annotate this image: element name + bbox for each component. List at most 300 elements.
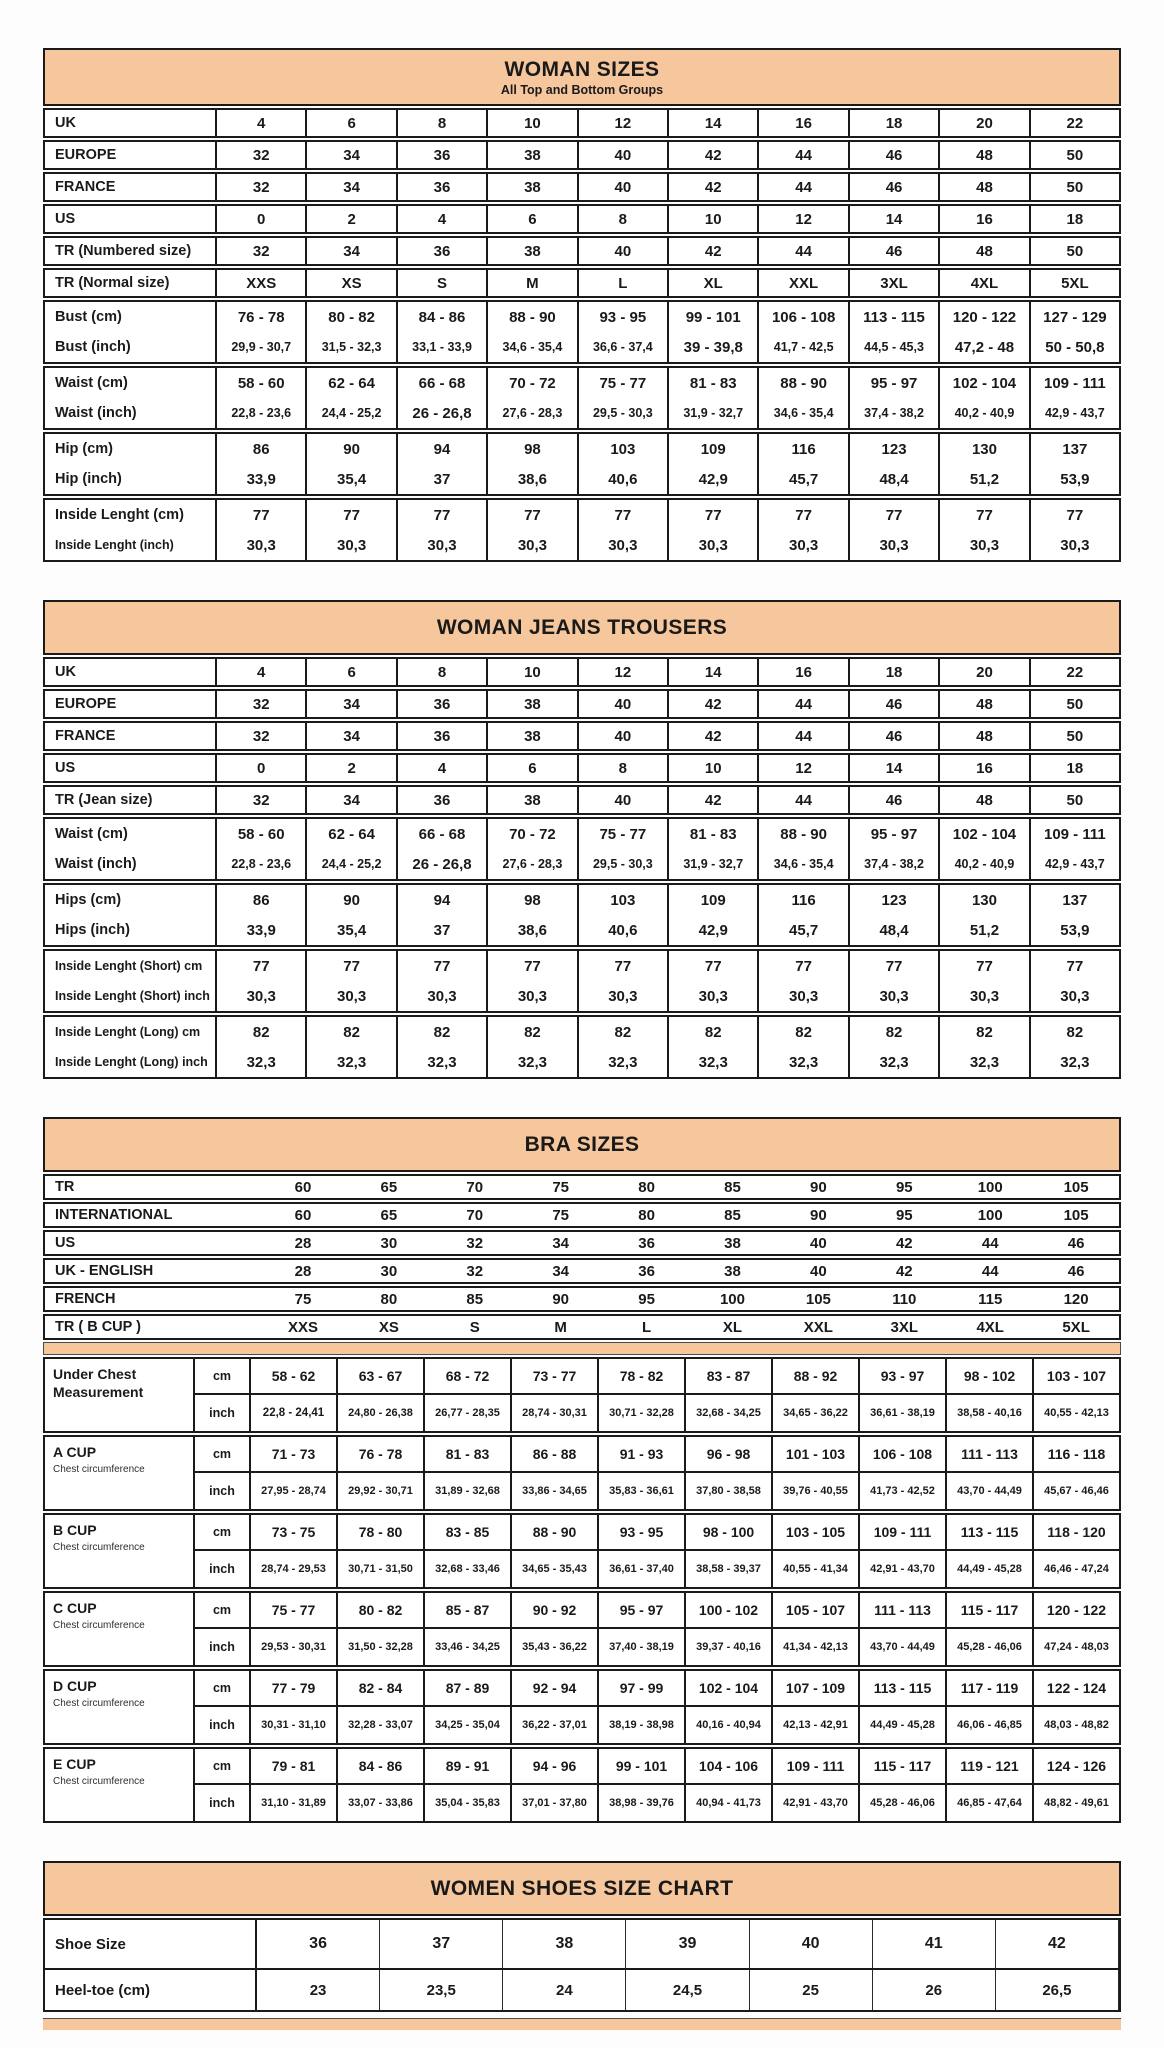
value-cell: 75 bbox=[294, 1290, 312, 1308]
value-cell: 85 bbox=[724, 1206, 741, 1224]
value-cell: 22,8 - 23,6 bbox=[217, 849, 307, 879]
value-cell: 34,6 - 35,4 bbox=[759, 398, 849, 428]
row-label: Bust (cm) bbox=[45, 302, 217, 332]
value-cell: 4XL bbox=[940, 270, 1030, 296]
cup-name: A CUP bbox=[53, 1444, 97, 1460]
value-cell: 26 - 26,8 bbox=[398, 398, 488, 428]
table-row bbox=[195, 1359, 1119, 1395]
value-cell: 88 - 90 bbox=[759, 819, 849, 849]
cup-row-group bbox=[43, 1591, 1121, 1667]
value-cell: 38,58 - 39,37 bbox=[686, 1551, 773, 1587]
value-cell: 22,8 - 23,6 bbox=[217, 398, 307, 428]
value-cell: 95 bbox=[895, 1206, 913, 1224]
value-cell: 123 bbox=[850, 434, 940, 464]
value-cell: 98 bbox=[488, 434, 578, 464]
value-cell: 14 bbox=[850, 206, 940, 232]
value-cell: 34 bbox=[307, 691, 397, 717]
row-group bbox=[43, 883, 1121, 947]
value-cell: 42,91 - 43,70 bbox=[773, 1785, 860, 1821]
value-cell: 110 bbox=[892, 1290, 917, 1308]
value-cell: 137 bbox=[1062, 440, 1088, 458]
value-cell: 34 bbox=[307, 787, 397, 813]
value-cell: 34 bbox=[307, 142, 397, 168]
value-cell: 42 bbox=[669, 174, 759, 200]
value-cell: 26,5 bbox=[996, 1970, 1119, 2010]
value-cell: 22 bbox=[1066, 114, 1084, 132]
value-cell: 40 bbox=[579, 691, 669, 717]
value-cell: 105 bbox=[1063, 1178, 1089, 1196]
value-cell: 32 bbox=[217, 787, 307, 813]
value-cell: 0 bbox=[217, 755, 307, 781]
value-cell: 77 bbox=[1066, 506, 1084, 524]
table-row bbox=[195, 1785, 1119, 1821]
value-cell: 12 bbox=[759, 755, 849, 781]
value-cell: 99 - 101 bbox=[599, 1749, 686, 1783]
value-cell: 16 bbox=[759, 110, 849, 136]
unit-label: cm bbox=[195, 1515, 251, 1549]
table-row bbox=[45, 1968, 1119, 2010]
value-cell: 77 bbox=[488, 951, 578, 981]
value-cell: 122 - 124 bbox=[1046, 1680, 1107, 1696]
value-cell: 37 bbox=[380, 1920, 503, 1968]
value-cell: 130 bbox=[940, 434, 1030, 464]
value-cell: 3XL bbox=[850, 270, 940, 296]
value-cell: 84 - 86 bbox=[398, 302, 488, 332]
row-group bbox=[43, 1015, 1121, 1079]
table-row bbox=[45, 723, 1119, 749]
value-cell: 116 bbox=[759, 885, 849, 915]
unit-label: cm bbox=[195, 1671, 251, 1705]
value-cell: 29,5 - 30,3 bbox=[579, 849, 669, 879]
value-cell: 31,10 - 31,89 bbox=[251, 1785, 338, 1821]
table-row bbox=[45, 500, 1119, 530]
value-cell: 32 bbox=[217, 238, 307, 264]
value-cell: 77 bbox=[307, 500, 397, 530]
cup-label bbox=[45, 1749, 195, 1821]
value-cell: 44 bbox=[981, 1262, 999, 1280]
value-cell: 42,13 - 42,91 bbox=[773, 1707, 860, 1743]
row-group bbox=[43, 753, 1121, 783]
value-cell: 46,46 - 47,24 bbox=[1044, 1563, 1109, 1575]
value-cell: 47,24 - 48,03 bbox=[1044, 1641, 1109, 1653]
row-label: Inside Lenght (cm) bbox=[45, 500, 217, 530]
value-cell: 80 bbox=[638, 1206, 655, 1224]
value-cell: 46 bbox=[1067, 1234, 1085, 1252]
value-cell: 28 bbox=[294, 1262, 312, 1280]
value-cell: 44 bbox=[759, 723, 849, 749]
value-cell: 88 - 90 bbox=[488, 302, 578, 332]
value-cell: 48 bbox=[940, 142, 1030, 168]
table-row bbox=[45, 691, 1119, 717]
value-cell: 92 - 94 bbox=[512, 1671, 599, 1705]
table-row bbox=[195, 1749, 1119, 1785]
value-cell: 32,3 bbox=[307, 1047, 397, 1077]
value-cell: 36 bbox=[638, 1234, 655, 1252]
value-cell: 38,6 bbox=[488, 915, 578, 945]
women-shoes-size-chart-header bbox=[43, 1861, 1121, 1916]
value-cell: 65 bbox=[380, 1178, 398, 1196]
row-label: US bbox=[55, 1235, 76, 1251]
table-row bbox=[43, 1314, 1121, 1340]
table-row bbox=[45, 368, 1119, 398]
cup-label bbox=[45, 1671, 195, 1743]
value-cell: 46 bbox=[850, 142, 940, 168]
value-cell: 4 bbox=[217, 659, 307, 685]
value-cell: 32,3 bbox=[488, 1047, 578, 1077]
value-cell: 14 bbox=[850, 755, 940, 781]
value-cell: 8 bbox=[579, 206, 669, 232]
value-cell: 65 bbox=[380, 1206, 398, 1224]
value-cell: 100 bbox=[977, 1206, 1003, 1224]
value-cell: 82 bbox=[579, 1017, 669, 1047]
value-cell: 30,3 bbox=[940, 530, 1030, 560]
value-cell: 31,50 - 32,28 bbox=[338, 1629, 425, 1665]
value-cell: 34 bbox=[552, 1234, 570, 1252]
row-label: Inside Lenght (inch) bbox=[45, 530, 217, 560]
value-cell: 90 bbox=[307, 434, 397, 464]
value-cell: 80 - 82 bbox=[307, 302, 397, 332]
value-cell: 80 - 82 bbox=[338, 1593, 425, 1627]
value-cell: 50 bbox=[1066, 146, 1084, 164]
value-cell: 30,3 bbox=[1060, 987, 1090, 1005]
value-cell: 63 - 67 bbox=[338, 1359, 425, 1393]
value-cell: 38 bbox=[488, 691, 578, 717]
size-chart-page bbox=[43, 0, 1121, 2030]
value-cell: 30,3 bbox=[217, 981, 307, 1011]
value-cell: 58 - 60 bbox=[217, 368, 307, 398]
value-cell: 34,25 - 35,04 bbox=[425, 1707, 512, 1743]
row-label: Hips (inch) bbox=[45, 915, 217, 945]
value-cell: 95 bbox=[895, 1178, 913, 1196]
value-cell: 41,34 - 42,13 bbox=[773, 1629, 860, 1665]
value-cell: 42 bbox=[669, 142, 759, 168]
value-cell: 30,3 bbox=[217, 530, 307, 560]
value-cell: 58 - 60 bbox=[217, 819, 307, 849]
value-cell: 48,4 bbox=[850, 915, 940, 945]
unit-label: inch bbox=[195, 1551, 251, 1587]
value-cell: 50 bbox=[1066, 695, 1084, 713]
value-cell: 98 bbox=[488, 885, 578, 915]
value-cell: 50 bbox=[1066, 178, 1084, 196]
value-cell: 22,8 - 24,41 bbox=[251, 1395, 338, 1431]
value-cell: 36 bbox=[398, 142, 488, 168]
row-label: US bbox=[45, 755, 217, 781]
value-cell: 45,67 - 46,46 bbox=[1044, 1485, 1109, 1497]
value-cell: 32,28 - 33,07 bbox=[338, 1707, 425, 1743]
table-row bbox=[45, 885, 1119, 915]
value-cell: 100 - 102 bbox=[686, 1593, 773, 1627]
value-cell: 4 bbox=[217, 110, 307, 136]
value-cell: XS bbox=[378, 1318, 399, 1336]
value-cell: 53,9 bbox=[1060, 921, 1090, 939]
value-cell: 6 bbox=[488, 206, 578, 232]
value-cell: 32,3 bbox=[940, 1047, 1030, 1077]
value-cell: 30,3 bbox=[669, 981, 759, 1011]
value-cell: XXS bbox=[287, 1318, 318, 1336]
table-row bbox=[45, 530, 1119, 560]
table-row bbox=[45, 398, 1119, 428]
value-cell: 34,6 - 35,4 bbox=[488, 332, 578, 362]
value-cell: 12 bbox=[759, 206, 849, 232]
value-cell: 95 - 97 bbox=[850, 819, 940, 849]
table-row bbox=[195, 1437, 1119, 1473]
value-cell: 36,22 - 37,01 bbox=[512, 1707, 599, 1743]
value-cell: 91 - 93 bbox=[599, 1437, 686, 1471]
value-cell: 127 - 129 bbox=[1043, 308, 1107, 326]
value-cell: 10 bbox=[669, 206, 759, 232]
value-cell: 42,9 - 43,7 bbox=[1044, 857, 1105, 871]
value-cell: 34 bbox=[552, 1262, 570, 1280]
value-cell: 103 bbox=[579, 434, 669, 464]
value-cell: 44 bbox=[759, 142, 849, 168]
value-cell: 115 - 117 bbox=[860, 1749, 947, 1783]
value-cell: 4 bbox=[398, 206, 488, 232]
value-cell: 30,3 bbox=[669, 530, 759, 560]
value-cell: 73 - 75 bbox=[251, 1515, 338, 1549]
value-cell: 2 bbox=[307, 755, 397, 781]
value-cell: 44,49 - 45,28 bbox=[860, 1707, 947, 1743]
table-row bbox=[45, 434, 1119, 464]
row-group bbox=[43, 689, 1121, 719]
table-row bbox=[43, 1258, 1121, 1284]
value-cell: 37 bbox=[398, 464, 488, 494]
value-cell: 107 - 109 bbox=[773, 1671, 860, 1705]
value-cell: 32,3 bbox=[669, 1047, 759, 1077]
table-row bbox=[45, 819, 1119, 849]
value-cell: 93 - 97 bbox=[860, 1359, 947, 1393]
value-cell: 30,3 bbox=[307, 530, 397, 560]
value-cell: 39,76 - 40,55 bbox=[773, 1473, 860, 1509]
value-cell: 50 bbox=[1066, 242, 1084, 260]
cup-name: D CUP bbox=[53, 1678, 97, 1694]
value-cell: 94 bbox=[398, 434, 488, 464]
row-label: UK bbox=[45, 110, 217, 136]
value-cell: 36 bbox=[398, 691, 488, 717]
value-cell: 93 - 95 bbox=[599, 1515, 686, 1549]
value-cell: 10 bbox=[488, 659, 578, 685]
value-cell: 86 - 88 bbox=[512, 1437, 599, 1471]
value-cell: 103 bbox=[579, 885, 669, 915]
table-row bbox=[45, 206, 1119, 232]
value-cell: 83 - 87 bbox=[686, 1359, 773, 1393]
value-cell: 66 - 68 bbox=[398, 368, 488, 398]
value-cell: 90 bbox=[552, 1290, 570, 1308]
row-group bbox=[43, 1918, 1121, 2012]
value-cell: 78 - 82 bbox=[599, 1359, 686, 1393]
value-cell: 36,6 - 37,4 bbox=[579, 332, 669, 362]
table-row bbox=[45, 110, 1119, 136]
value-cell: 88 - 90 bbox=[512, 1515, 599, 1549]
value-cell: 90 bbox=[810, 1206, 827, 1224]
value-cell: 33,9 bbox=[217, 915, 307, 945]
value-cell: 8 bbox=[579, 755, 669, 781]
value-cell: 77 bbox=[398, 951, 488, 981]
table-row bbox=[45, 238, 1119, 264]
value-cell: 102 - 104 bbox=[686, 1671, 773, 1705]
value-cell: 95 - 97 bbox=[599, 1593, 686, 1627]
value-cell: 16 bbox=[759, 659, 849, 685]
value-cell: 42,9 - 43,7 bbox=[1044, 406, 1105, 420]
value-cell: 75 - 77 bbox=[579, 819, 669, 849]
value-cell: 106 - 108 bbox=[759, 302, 849, 332]
value-cell: 33,86 - 34,65 bbox=[512, 1473, 599, 1509]
value-cell: 36 bbox=[257, 1920, 380, 1968]
value-cell: 82 bbox=[850, 1017, 940, 1047]
value-cell: 94 - 96 bbox=[512, 1749, 599, 1783]
value-cell: 42 bbox=[669, 787, 759, 813]
value-cell: 45,28 - 46,06 bbox=[860, 1785, 947, 1821]
woman-jeans-trousers-section bbox=[43, 600, 1121, 1079]
table-row bbox=[45, 332, 1119, 362]
value-cell: 32 bbox=[217, 142, 307, 168]
value-cell: 77 bbox=[217, 951, 307, 981]
cup-sublabel: Chest circumference bbox=[53, 1697, 145, 1709]
table-row bbox=[43, 1174, 1121, 1200]
value-cell: 3XL bbox=[890, 1318, 919, 1336]
row-label: INTERNATIONAL bbox=[55, 1207, 173, 1223]
table-row bbox=[45, 915, 1119, 945]
table-row bbox=[195, 1671, 1119, 1707]
section-title: WOMAN SIZES bbox=[504, 58, 660, 81]
row-label: TR bbox=[55, 1179, 75, 1195]
value-cell: 41,7 - 42,5 bbox=[759, 332, 849, 362]
value-cell: 30,3 bbox=[488, 530, 578, 560]
value-cell: 32,3 bbox=[579, 1047, 669, 1077]
value-cell: 18 bbox=[850, 659, 940, 685]
value-cell: 50 bbox=[1066, 791, 1084, 809]
value-cell: 26,77 - 28,35 bbox=[425, 1395, 512, 1431]
value-cell: 34 bbox=[307, 174, 397, 200]
table-row bbox=[195, 1551, 1119, 1587]
value-cell: 46 bbox=[1067, 1262, 1085, 1280]
row-label: Inside Lenght (Short) inch bbox=[45, 981, 217, 1011]
value-cell: 32,3 bbox=[850, 1047, 940, 1077]
value-cell: 34,65 - 35,43 bbox=[512, 1551, 599, 1587]
value-cell: 77 bbox=[850, 500, 940, 530]
value-cell: 30,3 bbox=[1060, 536, 1090, 554]
value-cell: 123 bbox=[850, 885, 940, 915]
cup-label bbox=[45, 1515, 195, 1587]
value-cell: 75 bbox=[552, 1178, 570, 1196]
value-cell: 0 bbox=[217, 206, 307, 232]
value-cell: 24,5 bbox=[626, 1970, 749, 2010]
cup-rows bbox=[195, 1593, 1119, 1665]
bottom-accent-strip bbox=[43, 2018, 1121, 2030]
table-row bbox=[45, 1920, 1119, 1968]
row-label: Waist (inch) bbox=[45, 398, 217, 428]
value-cell: 6 bbox=[307, 110, 397, 136]
cup-label bbox=[45, 1437, 195, 1509]
value-cell: 68 - 72 bbox=[425, 1359, 512, 1393]
value-cell: 90 bbox=[307, 885, 397, 915]
table-row bbox=[45, 981, 1119, 1011]
row-group bbox=[43, 366, 1121, 430]
value-cell: 77 bbox=[940, 951, 1030, 981]
value-cell: 32,3 bbox=[1060, 1053, 1090, 1071]
row-label: US bbox=[45, 206, 217, 232]
value-cell: 109 bbox=[669, 434, 759, 464]
row-group bbox=[43, 817, 1121, 881]
value-cell: 81 - 83 bbox=[669, 819, 759, 849]
value-cell: 40,6 bbox=[579, 464, 669, 494]
cup-sublabel: Chest circumference bbox=[53, 1463, 145, 1475]
value-cell: 77 bbox=[850, 951, 940, 981]
cup-rows bbox=[195, 1671, 1119, 1743]
value-cell: 115 bbox=[978, 1290, 1003, 1308]
value-cell: 40 bbox=[579, 174, 669, 200]
value-cell: L bbox=[579, 270, 669, 296]
value-cell: 82 bbox=[940, 1017, 1030, 1047]
table-row bbox=[195, 1707, 1119, 1743]
value-cell: 38 bbox=[724, 1234, 741, 1252]
value-cell: 2 bbox=[307, 206, 397, 232]
row-label: TR (Jean size) bbox=[45, 787, 217, 813]
table-row bbox=[195, 1593, 1119, 1629]
value-cell: 116 - 118 bbox=[1047, 1446, 1106, 1462]
value-cell: 4 bbox=[398, 755, 488, 781]
value-cell: 99 - 101 bbox=[669, 302, 759, 332]
value-cell: 29,5 - 30,3 bbox=[579, 398, 669, 428]
unit-label: cm bbox=[195, 1437, 251, 1471]
row-group bbox=[43, 498, 1121, 562]
value-cell: 28 bbox=[294, 1234, 312, 1252]
row-label: EUROPE bbox=[45, 142, 217, 168]
value-cell: 70 - 72 bbox=[488, 819, 578, 849]
value-cell: 37,4 - 38,2 bbox=[850, 849, 940, 879]
value-cell: 36 bbox=[398, 174, 488, 200]
value-cell: 33,9 bbox=[217, 464, 307, 494]
value-cell: 36 bbox=[398, 723, 488, 749]
value-cell: 95 - 97 bbox=[850, 368, 940, 398]
value-cell: 113 - 115 bbox=[860, 1671, 947, 1705]
value-cell: 43,70 - 44,49 bbox=[860, 1629, 947, 1665]
value-cell: 71 - 73 bbox=[251, 1437, 338, 1471]
value-cell: 77 bbox=[488, 500, 578, 530]
row-label: Inside Lenght (Short) cm bbox=[45, 951, 217, 981]
cup-name: E CUP bbox=[53, 1756, 96, 1772]
value-cell: M bbox=[488, 270, 578, 296]
value-cell: 46,06 - 46,85 bbox=[947, 1707, 1034, 1743]
unit-label: inch bbox=[195, 1395, 251, 1431]
value-cell: 35,4 bbox=[307, 464, 397, 494]
cup-row-group bbox=[43, 1435, 1121, 1511]
value-cell: 82 bbox=[759, 1017, 849, 1047]
value-cell: 48 bbox=[940, 691, 1030, 717]
value-cell: 38 bbox=[488, 238, 578, 264]
row-group bbox=[43, 268, 1121, 298]
value-cell: 38,58 - 40,16 bbox=[947, 1395, 1034, 1431]
value-cell: 42,9 bbox=[669, 915, 759, 945]
value-cell: 8 bbox=[398, 110, 488, 136]
table-row bbox=[195, 1515, 1119, 1551]
value-cell: 37,01 - 37,80 bbox=[512, 1785, 599, 1821]
table-row bbox=[45, 787, 1119, 813]
value-cell: 109 - 111 bbox=[1043, 374, 1106, 392]
value-cell: 23 bbox=[257, 1970, 380, 2010]
row-label: Inside Lenght (Long) inch bbox=[45, 1047, 217, 1077]
value-cell: 77 bbox=[940, 500, 1030, 530]
value-cell: 31,9 - 32,7 bbox=[669, 398, 759, 428]
cup-row-group bbox=[43, 1357, 1121, 1433]
value-cell: 38 bbox=[488, 174, 578, 200]
value-cell: 30,3 bbox=[307, 981, 397, 1011]
value-cell: 30,3 bbox=[759, 981, 849, 1011]
value-cell: 70 bbox=[466, 1206, 484, 1224]
value-cell: 82 - 84 bbox=[338, 1671, 425, 1705]
cup-rows bbox=[195, 1359, 1119, 1431]
value-cell: 32 bbox=[466, 1262, 484, 1280]
section-title: BRA SIZES bbox=[524, 1133, 640, 1156]
